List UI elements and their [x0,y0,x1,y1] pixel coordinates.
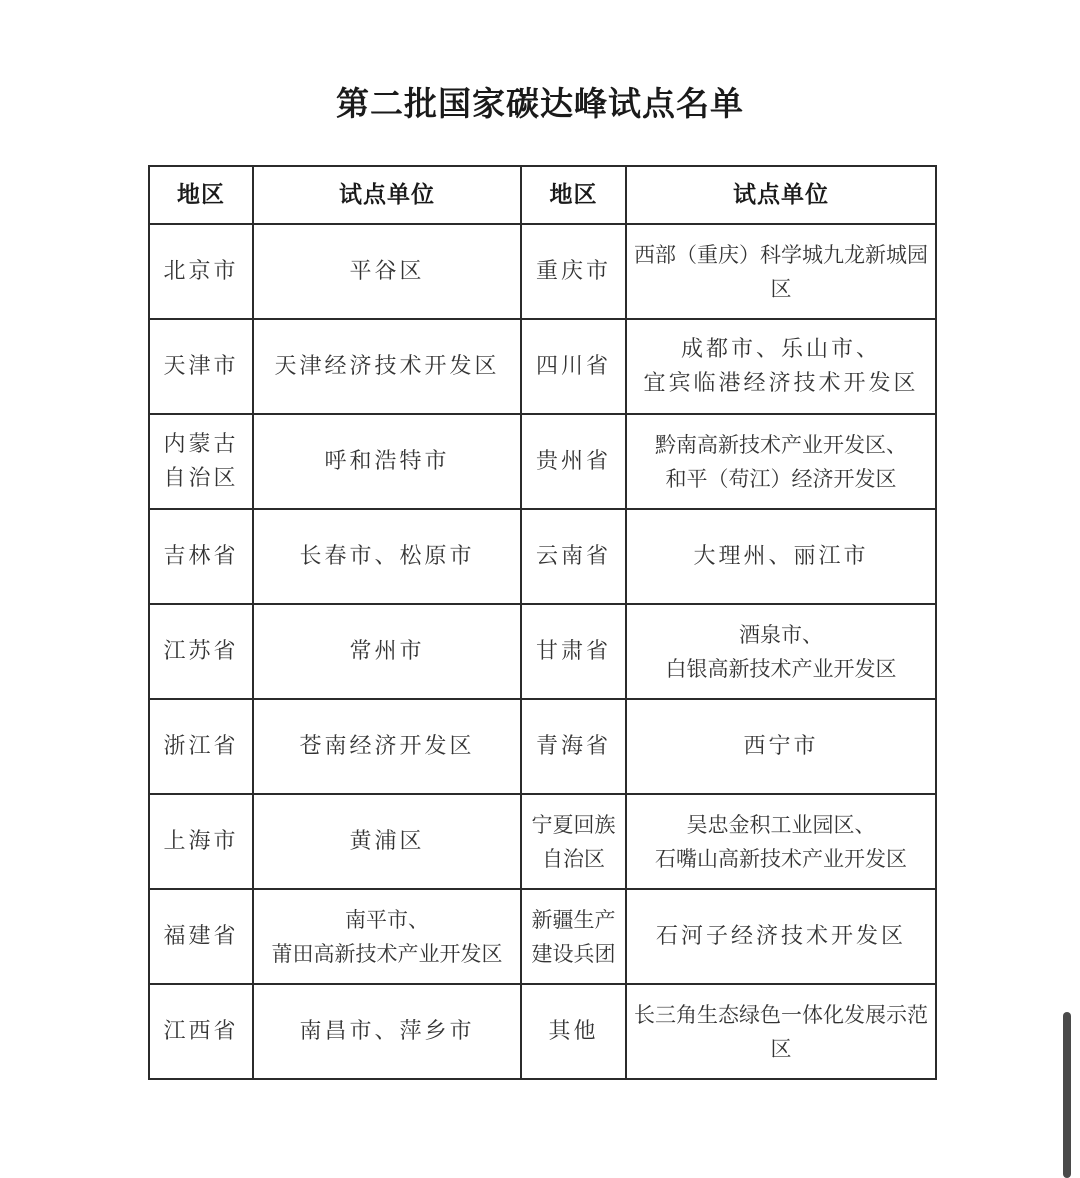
table-row [149,699,936,794]
region-cell [149,414,253,509]
unit-cell [626,889,936,984]
unit-text: 大理州、丽江市 [693,543,869,569]
header-unit-right: 试点单位 [626,166,936,224]
region-text: 重庆市 [535,258,611,284]
unit-text: 南平市、 莆田高新技术产业开发区 [271,907,503,966]
unit-cell [626,319,936,414]
region-cell [149,224,253,319]
region-cell [149,699,253,794]
table-row [149,319,936,414]
table-header-row [149,166,936,224]
unit-cell [253,984,521,1079]
header-region-right: 地区 [521,166,626,224]
table-row [149,224,936,319]
unit-text: 西宁市 [743,733,819,759]
region-text: 浙江省 [163,733,239,759]
table-row [149,984,936,1079]
region-text: 宁夏回族 自治区 [531,812,616,871]
region-cell [149,319,253,414]
unit-cell [626,509,936,604]
table-row [149,604,936,699]
region-text: 云南省 [535,543,611,569]
region-cell [521,699,626,794]
page-title: 第二批国家碳达峰试点名单 [336,84,744,123]
region-cell [521,224,626,319]
region-text: 北京市 [163,258,239,284]
unit-cell [626,604,936,699]
region-text: 江苏省 [163,638,239,664]
region-text: 青海省 [535,733,611,759]
region-text: 其他 [548,1018,599,1044]
unit-text: 呼和浩特市 [324,448,450,474]
unit-cell [253,224,521,319]
unit-cell [253,794,521,889]
region-cell [149,794,253,889]
unit-cell [253,699,521,794]
unit-cell [253,509,521,604]
unit-text: 平谷区 [349,258,425,284]
unit-text: 西部（重庆）科学城九龙新城园区 [634,242,928,301]
unit-text: 长春市、松原市 [299,543,475,569]
region-text: 福建省 [163,923,239,949]
region-text: 内蒙古 自治区 [163,431,239,491]
region-cell [149,984,253,1079]
region-cell [521,509,626,604]
unit-cell [626,984,936,1079]
unit-text: 天津经济技术开发区 [274,353,500,379]
unit-text: 石河子经济技术开发区 [655,923,906,949]
region-cell [521,984,626,1079]
unit-text: 黄浦区 [349,828,425,854]
vertical-scrollbar[interactable] [1063,1012,1071,1178]
region-cell [521,889,626,984]
unit-text: 南昌市、萍乡市 [299,1018,475,1044]
region-text: 贵州省 [535,448,611,474]
region-cell [521,604,626,699]
header-unit-left: 试点单位 [253,166,521,224]
unit-cell [253,319,521,414]
unit-text: 长三角生态绿色一体化发展示范区 [634,1002,928,1061]
region-cell [521,319,626,414]
unit-cell [253,604,521,699]
table-row [149,509,936,604]
table-row [149,889,936,984]
table-row [149,414,936,509]
unit-cell [626,414,936,509]
region-cell [149,889,253,984]
pilot-list-table [148,165,937,1080]
region-cell [521,794,626,889]
header-region-left: 地区 [149,166,253,224]
unit-cell [253,414,521,509]
region-cell [149,604,253,699]
unit-cell [253,889,521,984]
region-text: 天津市 [163,353,239,379]
unit-text: 吴忠金积工业园区、 石嘴山高新技术产业开发区 [655,812,907,871]
region-text: 甘肃省 [535,638,611,664]
unit-text: 黔南高新技术产业开发区、 和平（苟江）经济开发区 [655,432,907,491]
unit-text: 苍南经济开发区 [299,733,475,759]
region-cell [149,509,253,604]
region-text: 四川省 [535,353,611,379]
region-text: 江西省 [163,1018,239,1044]
region-cell [521,414,626,509]
region-text: 吉林省 [163,543,239,569]
unit-text: 成都市、乐山市、 宜宾临港经济技术开发区 [643,336,919,396]
region-text: 新疆生产 建设兵团 [531,907,616,966]
unit-text: 酒泉市、 白银高新技术产业开发区 [665,622,897,681]
unit-cell [626,794,936,889]
unit-cell [626,224,936,319]
unit-text: 常州市 [349,638,425,664]
table-row [149,794,936,889]
region-text: 上海市 [163,828,239,854]
unit-cell [626,699,936,794]
